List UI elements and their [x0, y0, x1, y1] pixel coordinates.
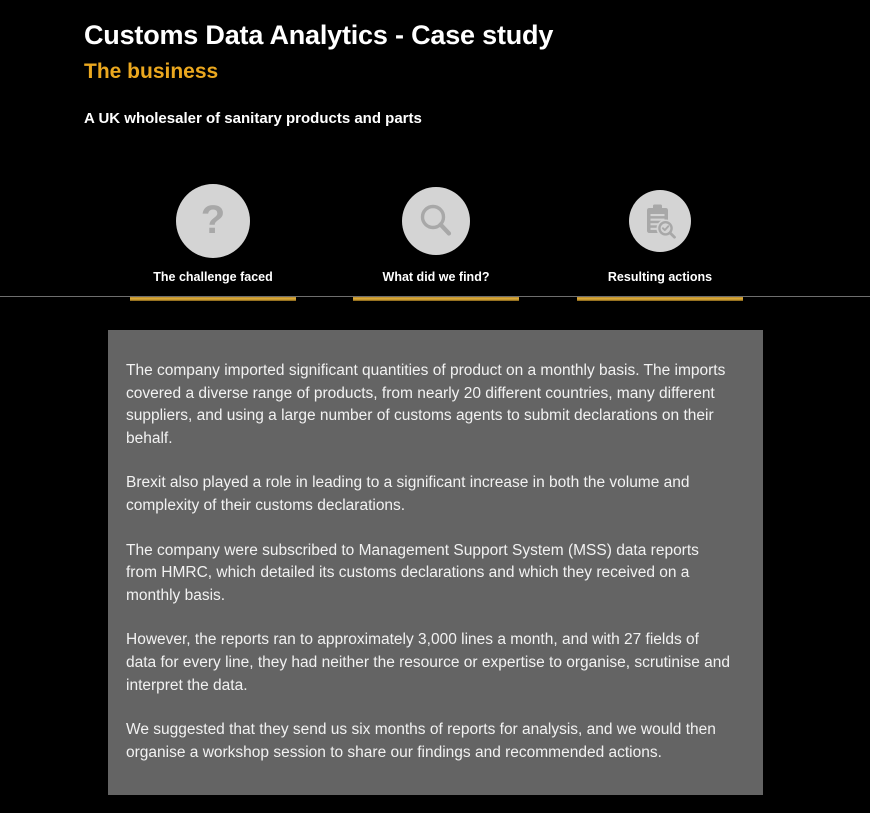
- content-paragraph: We suggested that they send us six months of reports for analysis, and we would then organise a workshop session to share our findings and recommended actions.: [126, 721, 716, 761]
- content-paragraph: The company were subscribed to Management Support System (MSS) data reports from HMRC, which detailed its customs declarations and which they received on a monthly basis.: [126, 541, 699, 604]
- nav-strip: [0, 170, 870, 305]
- magnifying-glass-icon: [417, 202, 455, 240]
- nav-item-resulting-actions[interactable]: [577, 170, 743, 284]
- page-subtitle: The business: [84, 60, 219, 83]
- clipboard-search-icon: [643, 203, 677, 239]
- svg-text:?: ?: [200, 199, 226, 242]
- header: [84, 18, 784, 129]
- page-tagline: A UK wholesaler of sanitary products and parts: [84, 110, 422, 127]
- content-panel: [108, 330, 763, 795]
- content-paragraph: However, the reports ran to approximately 3,000 lines a month, and with 27 fields of data for every line, they had neither the resource or expertise to organise, scrutinise and interpret the data.: [126, 631, 730, 694]
- nav-circle-2[interactable]: [402, 187, 470, 255]
- page-title: Customs Data Analytics - Case study: [84, 20, 554, 50]
- nav-label-2: What did we find?: [382, 270, 490, 284]
- nav-item-what-did-we-find[interactable]: [353, 170, 519, 284]
- content-paragraph: Brexit also played a role in leading to a significant increase in both the volume and complexity of their customs declarations.: [126, 474, 690, 514]
- nav-item-the-challenge-faced[interactable]: [130, 170, 296, 284]
- nav-label-3: Resulting actions: [607, 270, 713, 284]
- section-divider: [0, 296, 870, 297]
- content-paragraph: The company imported significant quantities of product on a monthly basis. The imports covered a diverse range of products, from nearly 20 different countries, many different suppliers, and using a large number of customs agents to submit declarations on their behalf.: [126, 362, 726, 447]
- nav-circle-1[interactable]: [176, 184, 250, 258]
- nav-circle-3[interactable]: [629, 190, 691, 252]
- question-mark-icon: [193, 199, 233, 243]
- nav-label-1: The challenge faced: [153, 270, 273, 284]
